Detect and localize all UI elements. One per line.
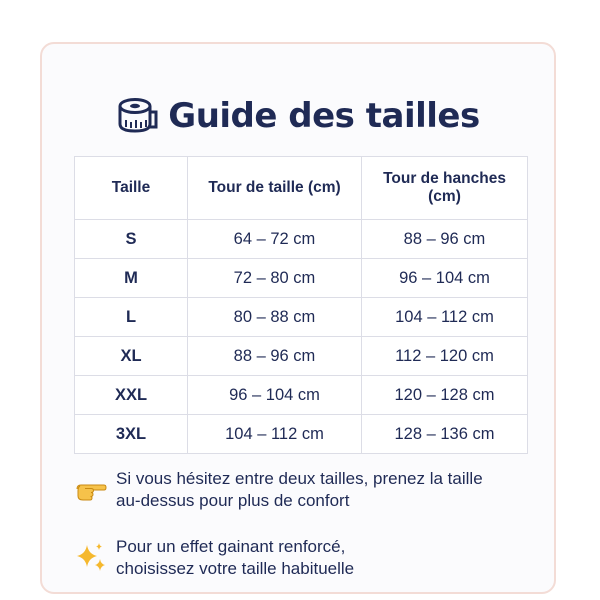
sizing-tip-line2: au-dessus pour plus de confort — [116, 491, 350, 510]
pointing-hand-icon — [74, 470, 108, 510]
hip-cell: 88 – 96 cm — [362, 220, 528, 259]
table-row — [75, 337, 528, 376]
sizing-tip-text — [116, 468, 483, 512]
page-title: Guide des tailles — [168, 96, 480, 136]
waist-cell: 64 – 72 cm — [188, 220, 362, 259]
waist-cell: 72 – 80 cm — [188, 259, 362, 298]
measuring-tape-icon — [116, 96, 158, 136]
size-cell: XL — [75, 337, 188, 376]
sparkles-icon — [74, 538, 108, 578]
size-cell: S — [75, 220, 188, 259]
waist-cell: 96 – 104 cm — [188, 376, 362, 415]
table-row — [75, 220, 528, 259]
size-cell: XXL — [75, 376, 188, 415]
waist-cell: 104 – 112 cm — [188, 415, 362, 454]
shaping-tip — [74, 536, 354, 580]
size-cell: 3XL — [75, 415, 188, 454]
hip-cell: 96 – 104 cm — [362, 259, 528, 298]
hip-cell: 128 – 136 cm — [362, 415, 528, 454]
hip-cell: 120 – 128 cm — [362, 376, 528, 415]
sizing-tip-line1: Si vous hésitez entre deux tailles, prenez la taille — [116, 469, 483, 488]
title-row — [42, 92, 554, 140]
shaping-tip-line1: Pour un effet gainant renforcé, — [116, 537, 346, 556]
table-row — [75, 298, 528, 337]
table-row — [75, 259, 528, 298]
waist-cell: 88 – 96 cm — [188, 337, 362, 376]
sizing-tip — [74, 468, 483, 512]
shaping-tip-line2: choisissez votre taille habituelle — [116, 559, 355, 578]
shaping-tip-text — [116, 536, 354, 580]
column-header: Tour de taille (cm) — [188, 157, 362, 220]
column-header: Tour de hanches (cm) — [362, 157, 528, 220]
size-cell: M — [75, 259, 188, 298]
hip-cell: 112 – 120 cm — [362, 337, 528, 376]
size-guide-card — [40, 42, 556, 594]
size-cell: L — [75, 298, 188, 337]
table-row — [75, 415, 528, 454]
column-header: Taille — [75, 157, 188, 220]
hip-cell: 104 – 112 cm — [362, 298, 528, 337]
waist-cell: 80 – 88 cm — [188, 298, 362, 337]
table-row — [75, 376, 528, 415]
size-table — [74, 156, 528, 454]
table-header-row — [75, 157, 528, 220]
